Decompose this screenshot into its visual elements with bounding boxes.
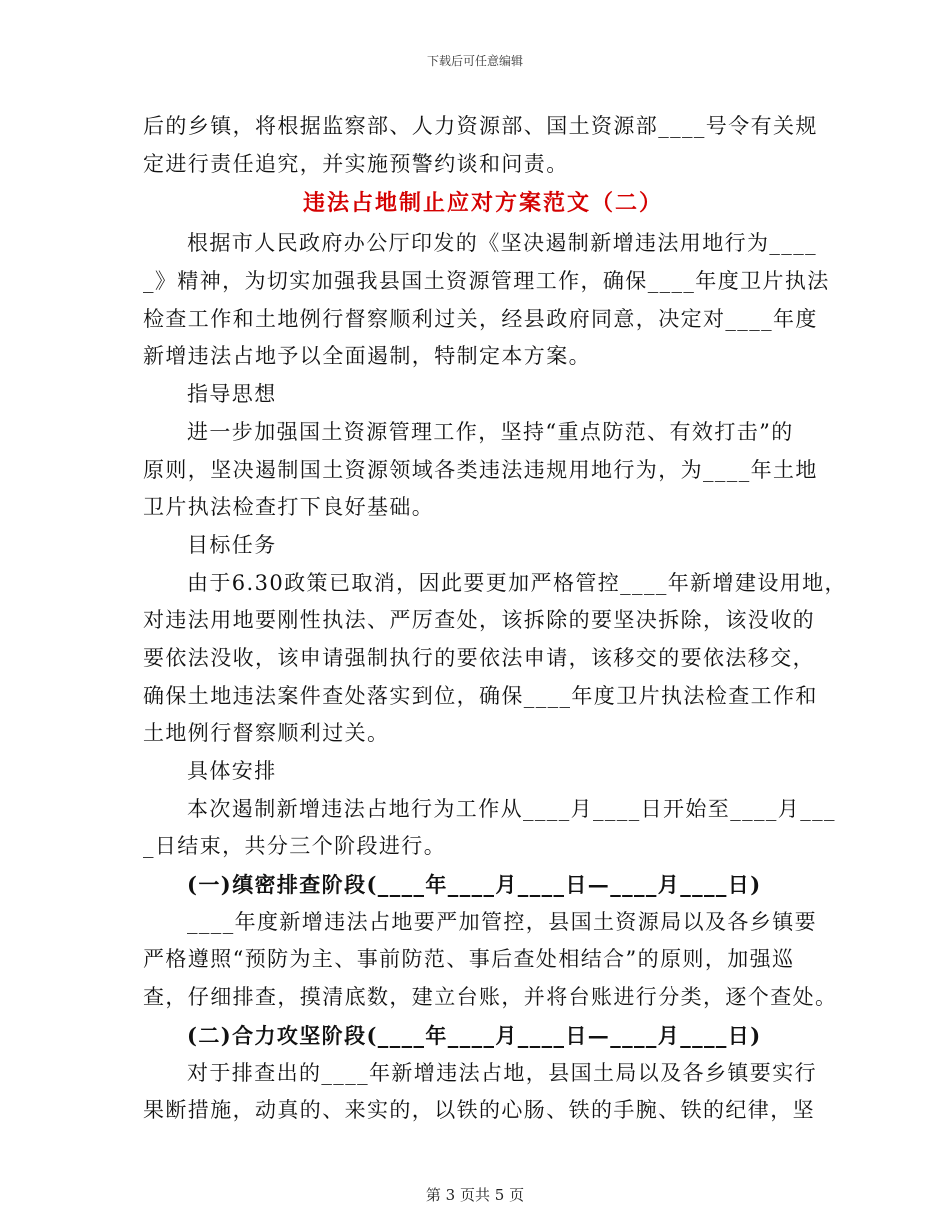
paragraph-line: 新增违法占地予以全面遏制，特制定本方案。 — [143, 344, 591, 369]
paragraph-line: _日结束，共分三个阶段进行。 — [143, 834, 447, 859]
section-heading: (二)合力攻坚阶段(____年____月____日—____月____日) — [187, 1022, 762, 1048]
document-title: 违法占地制止应对方案范文（二） — [302, 190, 663, 217]
paragraph-line: 对于排查出的____年新增违法占地，县国土局以及各乡镇要实行 — [187, 1060, 817, 1085]
paragraph-line: 根据市人民政府办公厅印发的《坚决遏制新增违法用地行为____ — [187, 231, 817, 256]
page-header: 下载后可任意编辑 — [426, 54, 523, 68]
paragraph-line: 本次遏制新增违法占地行为工作从____月____日开始至____月___ — [187, 796, 836, 821]
paragraph-line: 严格遵照“预防为主、事前防范、事后查处相结合”的原则，加强巡 — [143, 947, 795, 972]
page-footer: 第 3 页共 5 页 — [425, 1186, 525, 1204]
body-lines — [143, 225, 847, 1130]
paragraph-line: 卫片执法检查打下良好基础。 — [143, 495, 435, 520]
paragraph-line: 具体安排 — [187, 759, 277, 783]
paragraph-line: 检查工作和土地例行督察顺利过关，经县政府同意，决定对____年度 — [143, 306, 818, 331]
paragraph-line: 原则，坚决遏制国土资源领域各类违法违规用地行为，为____年土地 — [143, 457, 818, 482]
paragraph-line: 目标任务 — [187, 532, 277, 557]
paragraph-line: 查，仔细排查，摸清底数，建立台账，并将台账进行分类，逐个查处。 — [143, 985, 838, 1010]
document-body — [143, 108, 847, 1130]
section-heading: (一)缜密排查阶段(____年____月____日—____月____日) — [187, 872, 762, 898]
paragraph-line: 土地例行督察顺利过关。 — [143, 721, 390, 746]
paragraph-line: 要依法没收，该申请强制执行的要依法申请，该移交的要依法移交， — [143, 645, 815, 670]
paragraph-line: 后的乡镇，将根据监察部、人力资源部、国土资源部____号令有关规 — [143, 114, 818, 138]
paragraph-line: 由于6.30政策已取消，因此要更加严格管控____年新增建设用地， — [187, 570, 847, 595]
paragraph-line: _》精神，为切实加强我县国土资源管理工作，确保____年度卫片执法 — [143, 269, 830, 294]
paragraph-line: 定进行责任追究，并实施预警约谈和问责。 — [143, 151, 569, 176]
paragraph-line: 果断措施，动真的、来实的，以铁的心肠、铁的手腕、铁的纪律，坚 — [143, 1098, 815, 1123]
paragraph-line: 指导思想 — [187, 382, 277, 407]
paragraph-line: 确保土地违法案件查处落实到位，确保____年度卫片执法检查工作和 — [143, 683, 818, 708]
paragraph-line: ____年度新增违法占地要严加管控，县国土资源局以及各乡镇要 — [187, 909, 817, 934]
paragraph-line: 对违法用地要刚性执法、严厉查处，该拆除的要坚决拆除，该没收的 — [143, 608, 815, 633]
paragraph-line: 进一步加强国土资源管理工作，坚持“重点防范、有效打击”的 — [187, 419, 794, 444]
